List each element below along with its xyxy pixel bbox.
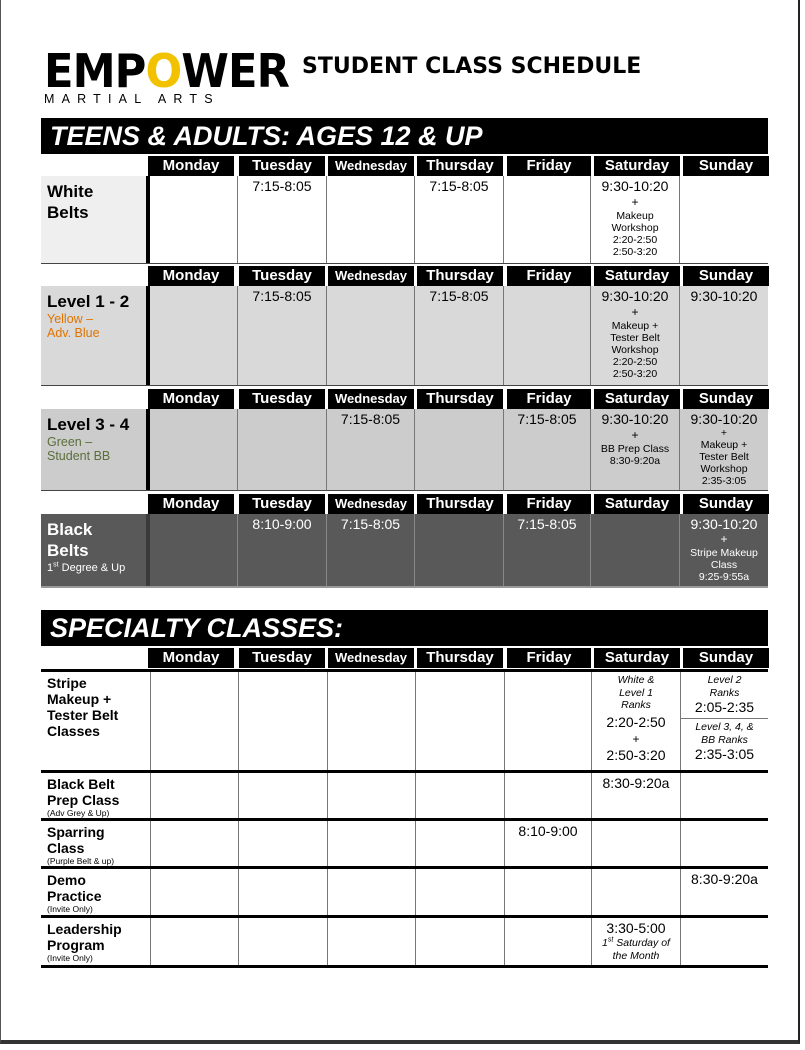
cell-sparring-monday (150, 821, 238, 866)
cell-stripe-thursday (415, 672, 504, 770)
day-sunday: Sunday (683, 389, 769, 409)
section-teens-adults-heading: TEENS & ADULTS: AGES 12 & UP (41, 118, 768, 154)
cell-white-thursday: 7:15-8:05 (415, 176, 504, 263)
cell-stripe-monday (150, 672, 238, 770)
row-black-belts (41, 514, 768, 588)
cell-demo-saturday (591, 869, 680, 915)
day-wednesday: Wednesday (328, 156, 414, 176)
row-label-sparring-class: Sparring Class (Purple Belt & up) (47, 824, 115, 866)
day-thursday: Thursday (417, 266, 503, 286)
cell-leadership-monday (150, 918, 238, 965)
cell-l34-wednesday: 7:15-8:05 (327, 409, 415, 490)
row-label-stripe-makeup: Stripe Makeup + Tester Belt Classes (47, 675, 119, 739)
cell-stripe-wednesday (327, 672, 415, 770)
cell-white-wednesday (327, 176, 415, 263)
cell-prep-thursday (415, 773, 504, 818)
cell-stripe-tuesday (238, 672, 327, 770)
day-tuesday: Tuesday (239, 494, 325, 514)
cell-l12-monday (150, 286, 238, 385)
cell-prep-tuesday (238, 773, 327, 818)
cell-sparring-thursday (415, 821, 504, 866)
day-saturday: Saturday (594, 156, 680, 176)
day-friday: Friday (507, 266, 591, 286)
cell-stripe-sunday: Level 2 Ranks 2:05-2:35 Level 3, 4, & BB Ranks 2:35-3:05 (680, 672, 768, 770)
cell-l12-friday (504, 286, 591, 385)
cell-l34-thursday (415, 409, 504, 490)
cell-leadership-friday (504, 918, 591, 965)
day-wednesday: Wednesday (328, 648, 414, 668)
cell-l34-tuesday (238, 409, 327, 490)
cell-leadership-sunday (680, 918, 768, 965)
cell-demo-wednesday (327, 869, 415, 915)
day-saturday: Saturday (594, 648, 680, 668)
cell-leadership-tuesday (238, 918, 327, 965)
cell-stripe-saturday: White & Level 1 Ranks 2:20-2:50 + 2:50-3:20 (591, 672, 680, 770)
cell-black-wednesday: 7:15-8:05 (327, 514, 415, 586)
day-monday: Monday (148, 494, 234, 514)
day-friday: Friday (507, 156, 591, 176)
cell-demo-friday (504, 869, 591, 915)
cell-l34-monday (150, 409, 238, 490)
cell-l12-wednesday (327, 286, 415, 385)
logo-wordmark: EMPOWER (44, 44, 289, 98)
day-monday: Monday (148, 389, 234, 409)
day-tuesday: Tuesday (239, 156, 325, 176)
cell-sparring-tuesday (238, 821, 327, 866)
cell-leadership-thursday (415, 918, 504, 965)
row-label-leadership-program: Leadership Program (Invite Only) (47, 921, 122, 963)
empower-logo (44, 44, 289, 106)
cell-black-saturday (591, 514, 680, 586)
row-level-3-4 (41, 409, 768, 491)
page-title: STUDENT CLASS SCHEDULE (302, 54, 642, 79)
cell-black-thursday (415, 514, 504, 586)
cell-l12-tuesday: 7:15-8:05 (238, 286, 327, 385)
day-tuesday: Tuesday (239, 648, 325, 668)
day-monday: Monday (148, 266, 234, 286)
day-saturday: Saturday (594, 266, 680, 286)
row-leadership-program (41, 918, 768, 968)
cell-sparring-sunday (680, 821, 768, 866)
cell-l12-thursday: 7:15-8:05 (415, 286, 504, 385)
cell-demo-thursday (415, 869, 504, 915)
row-black-belt-prep (41, 773, 768, 821)
day-sunday: Sunday (683, 156, 769, 176)
day-monday: Monday (148, 648, 234, 668)
row-label-white-belts: White Belts (47, 182, 94, 222)
cell-black-sunday: 9:30-10:20 + Stripe Makeup Class 9:25-9:55a (690, 516, 758, 583)
cell-white-tuesday: 7:15-8:05 (238, 176, 327, 263)
day-sunday: Sunday (683, 266, 769, 286)
cell-demo-monday (150, 869, 238, 915)
cell-white-saturday: 9:30-10:20 + Makeup Workshop 2:20-2:50 2:50-3:20 (591, 176, 680, 263)
day-sunday: Sunday (683, 494, 769, 514)
cell-stripe-friday (504, 672, 591, 770)
cell-sparring-friday: 8:10-9:00 (504, 821, 591, 866)
cell-prep-saturday: 8:30-9:20a (591, 773, 680, 818)
day-tuesday: Tuesday (239, 266, 325, 286)
cell-white-friday (504, 176, 591, 263)
logo-subtitle: MARTIAL ARTS (44, 92, 220, 106)
cell-black-friday: 7:15-8:05 (504, 514, 591, 586)
day-wednesday: Wednesday (328, 266, 414, 286)
row-label-black-belts: Black Belts 1st Degree & Up (47, 520, 126, 574)
row-label-level-1-2: Level 1 - 2 Yellow – Adv. Blue (47, 292, 130, 340)
cell-leadership-saturday: 3:30-5:00 1st Saturday of the Month (591, 918, 680, 965)
cell-demo-tuesday (238, 869, 327, 915)
day-thursday: Thursday (417, 494, 503, 514)
row-white-belts (41, 176, 768, 264)
cell-l12-sunday: 9:30-10:20 (690, 288, 758, 304)
day-thursday: Thursday (417, 389, 503, 409)
day-monday: Monday (148, 156, 234, 176)
cell-leadership-wednesday (327, 918, 415, 965)
cell-white-sunday (680, 176, 768, 263)
cell-white-monday (150, 176, 238, 263)
day-thursday: Thursday (417, 156, 503, 176)
cell-l34-saturday: 9:30-10:20 + BB Prep Class 8:30-9:20a (591, 409, 680, 490)
day-friday: Friday (507, 389, 591, 409)
cell-sparring-saturday (591, 821, 680, 866)
cell-prep-sunday (680, 773, 768, 818)
cell-black-monday (150, 514, 238, 586)
day-tuesday: Tuesday (239, 389, 325, 409)
day-saturday: Saturday (594, 494, 680, 514)
day-wednesday: Wednesday (328, 494, 414, 514)
row-stripe-makeup (41, 672, 768, 773)
row-label-level-3-4: Level 3 - 4 Green – Student BB (47, 415, 130, 463)
cell-prep-monday (150, 773, 238, 818)
cell-black-tuesday: 8:10-9:00 (238, 514, 327, 586)
cell-l12-saturday: 9:30-10:20 + Makeup + Tester Belt Workshop 2:20-2:50 2:50-3:20 (591, 286, 680, 385)
row-level-1-2 (41, 286, 768, 386)
section-specialty-heading: SPECIALTY CLASSES: (41, 610, 768, 646)
row-label-demo-practice: Demo Practice (Invite Only) (47, 872, 102, 914)
cell-l34-friday: 7:15-8:05 (504, 409, 591, 490)
row-label-black-belt-prep: Black Belt Prep Class (Adv Grey & Up) (47, 776, 120, 818)
cell-prep-wednesday (327, 773, 415, 818)
row-demo-practice (41, 869, 768, 918)
day-sunday: Sunday (683, 648, 769, 668)
row-sparring-class (41, 821, 768, 869)
day-friday: Friday (507, 494, 591, 514)
day-friday: Friday (507, 648, 591, 668)
cell-l34-sunday: 9:30-10:20 + Makeup + Tester Belt Workshop 2:35-3:05 (690, 411, 758, 487)
day-wednesday: Wednesday (328, 389, 414, 409)
cell-prep-friday (504, 773, 591, 818)
day-thursday: Thursday (417, 648, 503, 668)
cell-sparring-wednesday (327, 821, 415, 866)
day-saturday: Saturday (594, 389, 680, 409)
cell-demo-sunday: 8:30-9:20a (680, 869, 768, 915)
